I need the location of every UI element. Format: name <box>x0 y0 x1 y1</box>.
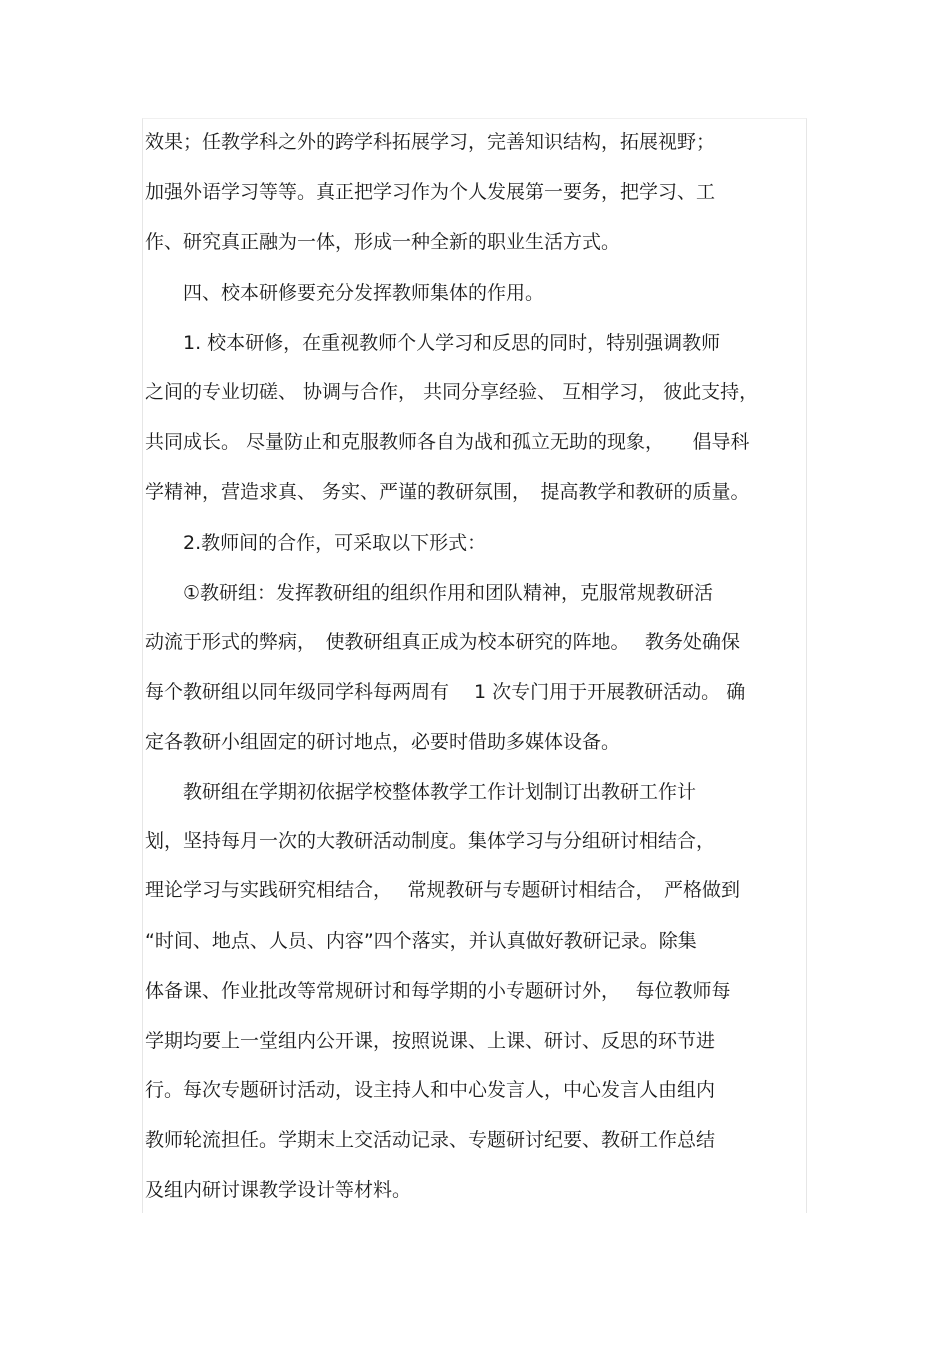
text-line-3: 作、研究真正融为一体，形成一种全新的职业生活方式。 <box>145 231 621 253</box>
text-line-6: 之间的专业切磋、 协调与合作， 共同分享经验、 互相学习， 彼此支持， <box>145 381 759 403</box>
text-line-20: 行。每次专题研讨活动，设主持人和中心发言人，中心发言人由组内 <box>145 1079 716 1101</box>
text-line-11: 动流于形式的弊病， 使教研组真正成为校本研究的阵地。 教务处确保 <box>145 631 741 653</box>
text-line-13: 定各教研小组固定的研讨地点，必要时借助多媒体设备。 <box>145 731 621 753</box>
text-line-18: 体备课、作业批改等常规研讨和每学期的小专题研讨外， 每位教师每 <box>145 980 731 1002</box>
text-line-21: 教师轮流担任。学期末上交活动记录、专题研讨纪要、教研工作总结 <box>145 1129 716 1151</box>
text-line-8: 学精神，营造求真、 务实、严谨的教研氛围， 提高教学和教研的质量。 <box>145 481 750 503</box>
section-heading-4: 四、校本研修要充分发挥教师集体的作用。 <box>145 282 545 304</box>
text-line-19: 学期均要上一堂组内公开课，按照说课、上课、研讨、反思的环节进 <box>145 1030 716 1052</box>
text-line-12: 每个教研组以同年级同学科每两周有 1 次专门用于开展教研活动。 确 <box>145 681 746 703</box>
text-line-2: 加强外语学习等等。真正把学习作为个人发展第一要务，把学习、工 <box>145 181 716 203</box>
text-line-7: 共同成长。 尽量防止和克服教师各自为战和孤立无助的现象， 倡导科 <box>145 431 750 453</box>
text-line-5: 1. 校本研修，在重视教师个人学习和反思的同时，特别强调教师 <box>145 332 721 354</box>
text-line-17: “时间、地点、人员、内容”四个落实，并认真做好教研记录。除集 <box>145 930 697 952</box>
text-line-9: 2.教师间的合作，可采取以下形式： <box>145 532 487 554</box>
text-line-15: 划，坚持每月一次的大教研活动制度。集体学习与分组研讨相结合， <box>145 830 716 852</box>
text-line-22: 及组内研讨课教学设计等材料。 <box>145 1179 412 1201</box>
text-line-10: ①教研组：发挥教研组的组织作用和团队精神，克服常规教研活 <box>145 582 714 604</box>
text-line-1: 效果；任教学科之外的跨学科拓展学习，完善知识结构，拓展视野； <box>145 131 716 153</box>
text-line-16: 理论学习与实践研究相结合， 常规教研与专题研讨相结合， 严格做到 <box>145 879 741 901</box>
text-line-14: 教研组在学期初依据学校整体教学工作计划制订出教研工作计 <box>145 781 697 803</box>
